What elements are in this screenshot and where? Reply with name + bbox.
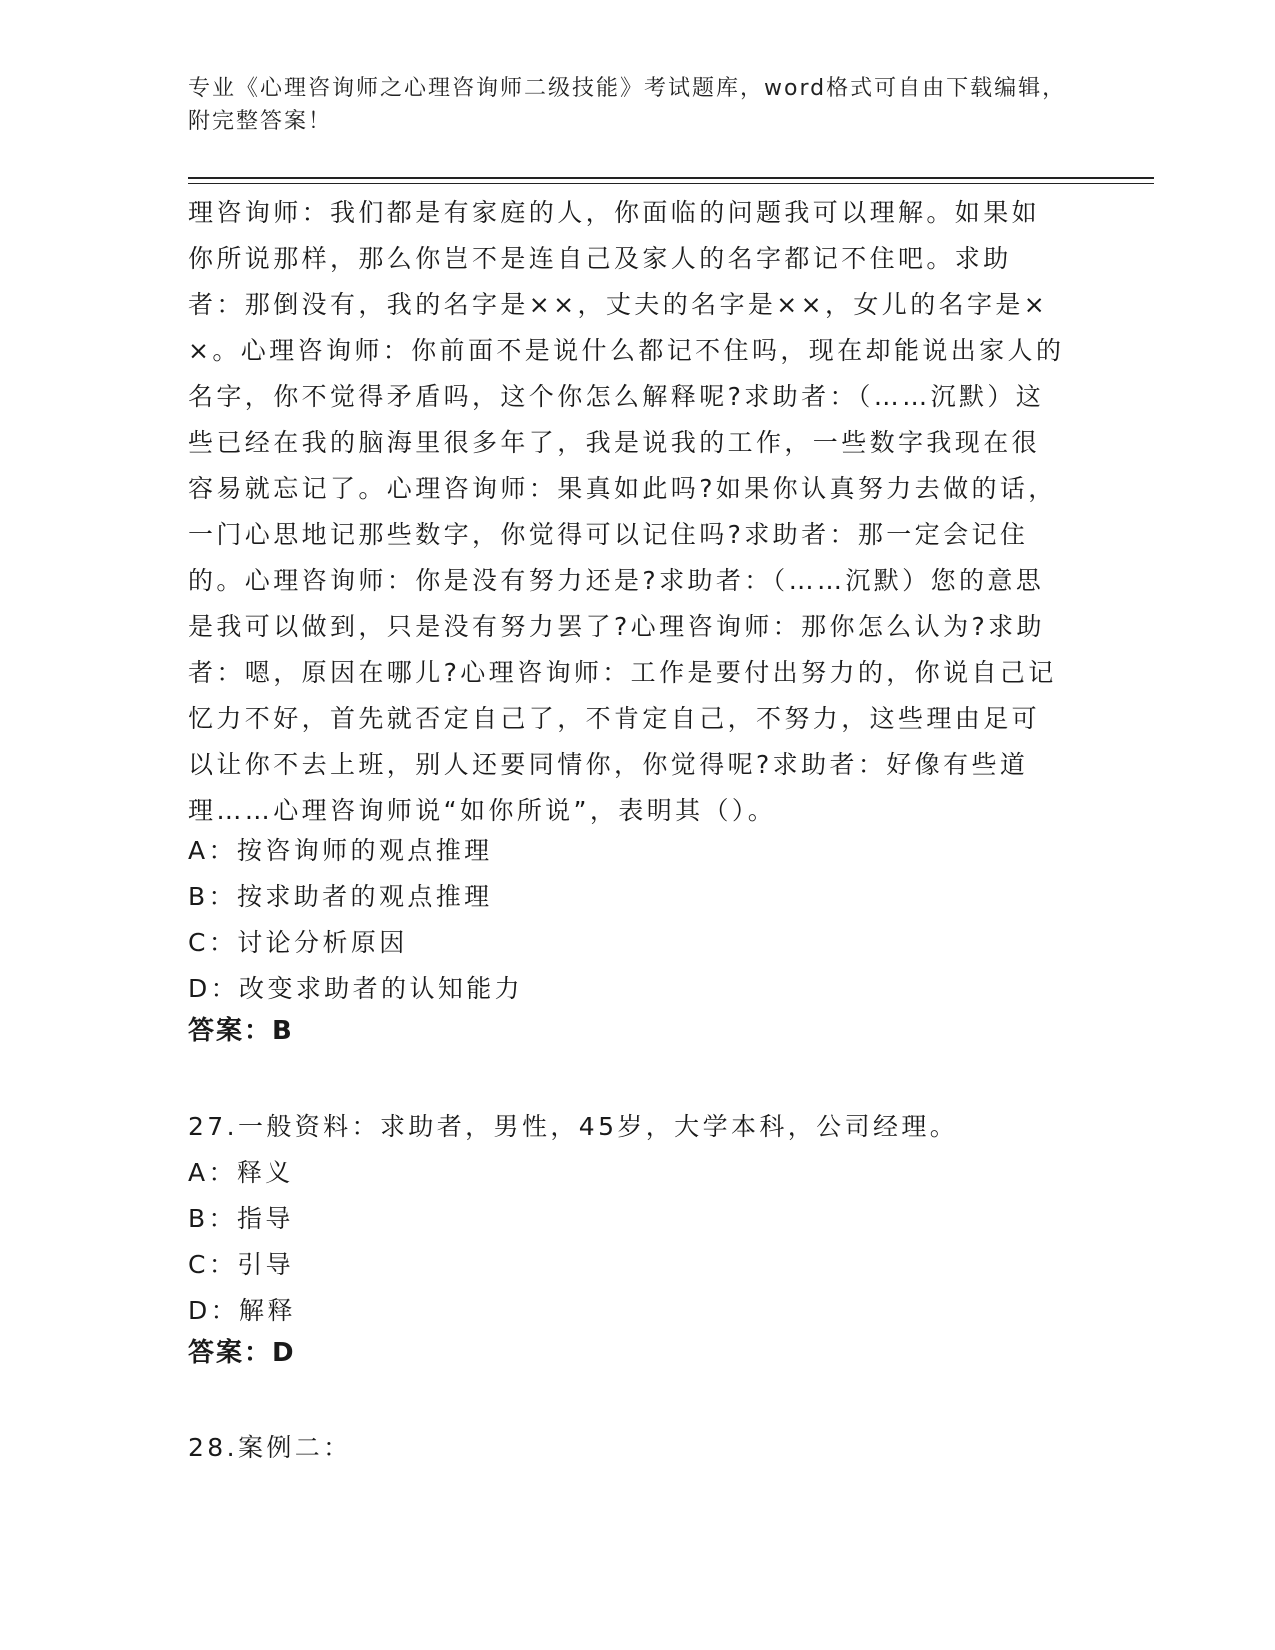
option-b: B：按求助者的观点推理 [188, 882, 493, 911]
header-rule-thick [188, 177, 1154, 179]
option-c: C：引导 [188, 1250, 295, 1279]
question-27-stem: 27.一般资料：求助者，男性，45岁，大学本科，公司经理。 [188, 1112, 959, 1141]
document-header: 专业《心理咨询师之心理咨询师二级技能》考试题库，word格式可自由下载编辑，附完整答案！ [188, 76, 1067, 134]
option-d: D：解释 [188, 1296, 296, 1325]
option-a: A：释义 [188, 1158, 294, 1187]
option-b: B：指导 [188, 1204, 294, 1233]
question-27-answer: 答案：D [188, 1338, 296, 1368]
question-28-stem: 28.案例二： [188, 1433, 352, 1462]
question-26-options [188, 828, 523, 1012]
option-c: C：讨论分析原因 [188, 928, 408, 957]
option-d: D：改变求助者的认知能力 [188, 974, 524, 1003]
option-a: A：按咨询师的观点推理 [188, 836, 493, 865]
question-26-answer: 答案：B [188, 1016, 294, 1046]
question-26-stem: 理咨询师：我们都是有家庭的人，你面临的问题我可以理解。如果如你所说那样，那么你岂不是连自己及家人的名字都记不住吧。求助者：那倒没有，我的名字是××，丈夫的名字是××，女儿的名字是××。心理咨询师：你前面不是说什么都记不住吗，现在却能说出家人的名字，你不觉得矛盾吗，这个你怎么解释呢?求助者：（……沉默）这些已经在我的脑海里很多年了，我是说我的工作，一些数字我现在很容易就忘记了。心理咨询师：果真如此吗?如果你认真努力去做的话，一门心思地记那些数字，你觉得可以记住吗?求助者：那一定会记住的。心理咨询师：你是没有努力还是?求助者：（……沉默）您的意思是我可以做到，只是没有努力罢了?心理咨询师：那你怎么认为?求助者：嗯，原因在哪儿?心理咨询师：工作是要付出努力的，你说自己记忆力不好，首先就否定自己了，不肯定自己，不努力，这些理由足可以让你不去上班，别人还要同情你，你觉得呢?求助者：好像有些道理……心理咨询师说“如你所说”，表明其（）。 [188, 198, 1065, 825]
header-rule-thin [188, 183, 1154, 184]
question-27-options [188, 1150, 296, 1334]
